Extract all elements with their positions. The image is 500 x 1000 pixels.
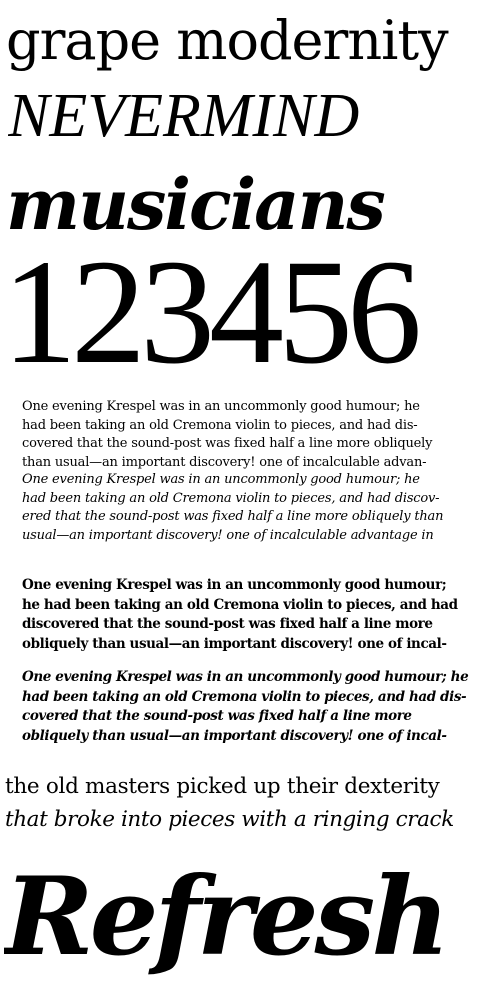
paragraph-line: One evening Krespel was in an uncommonly good humour; he	[22, 669, 469, 685]
numerals-specimen: 123456	[2, 242, 416, 382]
paragraph-line: One evening Krespel was in an uncommonly good humour;	[22, 577, 447, 593]
paragraph-line: discovered that the sound-post was fixed half a line more	[22, 616, 433, 632]
subhead-old-masters: the old masters picked up their dexterity	[5, 774, 440, 799]
headline-refresh: Refresh	[4, 854, 446, 980]
paragraph-line: obliquely than usual—an important discovery! one of incal-	[22, 635, 447, 652]
paragraph-line: covered that the sound-post was fixed half a line more	[22, 708, 412, 724]
headline-musicians: musicians	[6, 163, 384, 246]
paragraph-bold	[22, 576, 492, 654]
paragraph-line: had been taking an old Cremona violin to pieces, and had dis-	[22, 417, 418, 433]
paragraph-line: One evening Krespel was in an uncommonly good humour; he	[22, 399, 420, 414]
paragraph-line: had been taking an old Cremona violin to pieces, and had discov-	[22, 490, 440, 506]
paragraph-line: obliquely than usual—an important discovery! one of incal-	[22, 727, 447, 744]
paragraph-line: than usual—an important discovery! one of incalculable advan-	[22, 454, 427, 470]
headline-nevermind: NEVERMIND	[8, 82, 360, 150]
headline-grape-modernity: grape modernity	[6, 9, 448, 72]
paragraph-line: covered that the sound-post was fixed half a line more obliquely	[22, 436, 433, 451]
paragraph-line: had been taking an old Cremona violin to pieces, and had dis-	[22, 688, 467, 705]
paragraph-regular	[22, 398, 492, 472]
paragraph-italic	[22, 471, 492, 545]
paragraph-line: he had been taking an old Cremona violin to pieces, and had	[22, 596, 458, 613]
subhead-ringing-crack: that broke into pieces with a ringing crack	[5, 807, 454, 832]
paragraph-bold-italic	[22, 668, 492, 746]
paragraph-line: One evening Krespel was in an uncommonly good humour; he	[22, 472, 420, 487]
paragraph-line: ered that the sound-post was fixed half a line more obliquely than	[22, 509, 444, 524]
paragraph-line: usual—an important discovery! one of incalculable advantage in	[22, 527, 434, 543]
